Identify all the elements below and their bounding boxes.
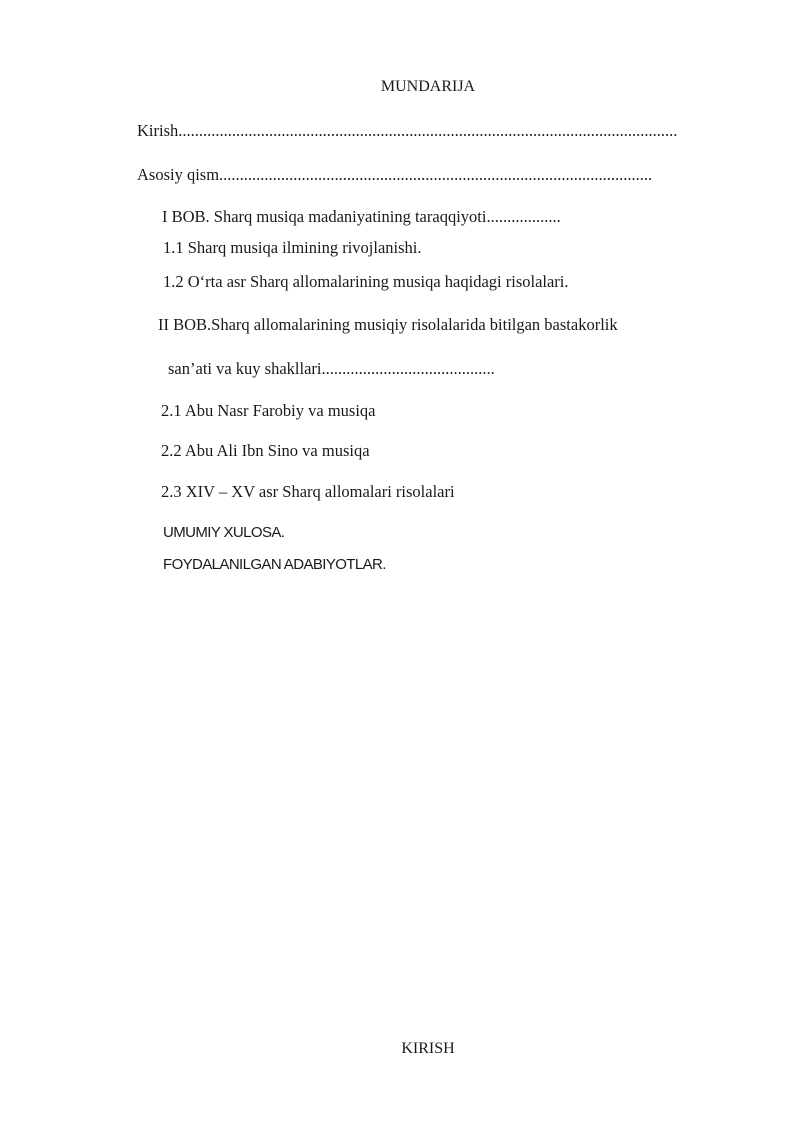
toc-entry-chapter-2-line-2: san’ati va kuy shakllari.......................................... <box>168 359 495 378</box>
toc-heading: MUNDARIJA <box>380 78 476 95</box>
toc-entry-conclusion: UMUMIY XULOSA. <box>163 524 285 541</box>
toc-entry-intro: Kirish......................................................................................................................... <box>137 121 678 140</box>
toc-entry-chapter-2-line-1: II BOB.Sharq allomalarining musiqiy risolalarida bitilgan bastakorlik <box>158 315 618 334</box>
toc-entry-section-2-3: 2.3 XIV – XV asr Sharq allomalari risolalari <box>161 482 455 501</box>
toc-entry-section-2-1: 2.1 Abu Nasr Farobiy va musiqa <box>161 401 376 420</box>
toc-entry-section-2-2: 2.2 Abu Ali Ibn Sino va musiqa <box>161 441 370 460</box>
toc-entry-section-1-2: 1.2 O‘rta asr Sharq allomalarining musiqa haqidagi risolalari. <box>163 272 569 291</box>
toc-entry-chapter-1: I BOB. Sharq musiqa madaniyatining taraqqiyoti.................. <box>162 207 561 226</box>
toc-entry-references: FOYDALANILGAN ADABIYOTLAR. <box>163 556 386 573</box>
toc-entry-section-1-1: 1.1 Sharq musiqa ilmining rivojlanishi. <box>163 238 422 257</box>
toc-entry-main-part: Asosiy qism......................................................................................................... <box>137 165 653 184</box>
next-section-heading: KIRISH <box>401 1040 455 1057</box>
